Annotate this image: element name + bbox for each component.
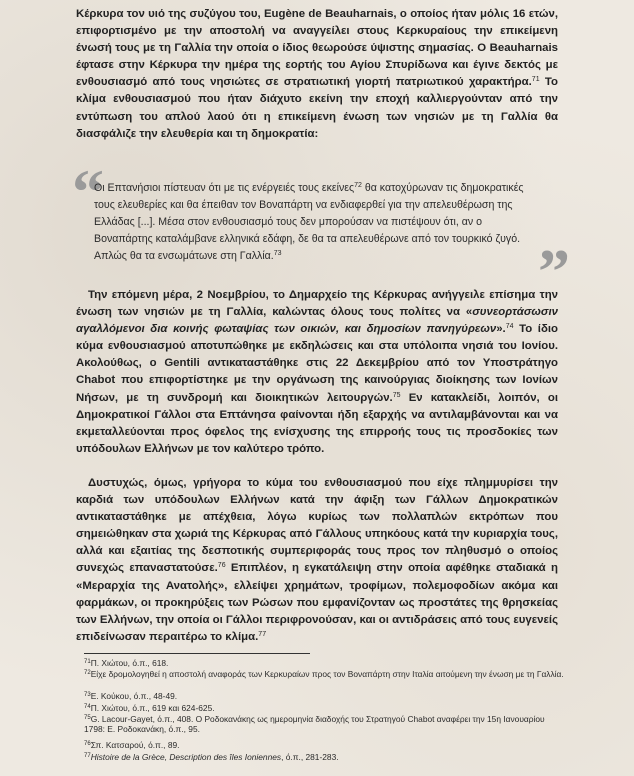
open-quote-icon: “ bbox=[72, 156, 104, 227]
footnote-text: Π. Χιώτου, ό.π., 618. bbox=[90, 658, 169, 668]
quote-text-1: Οι Επτανήσιοι πίστευαν ότι με τις ενέργειές τους εκείνες bbox=[94, 182, 355, 194]
footnote-ref-73[interactable]: 73 bbox=[273, 250, 282, 257]
footnote-ref-77[interactable]: 77 bbox=[258, 630, 267, 638]
close-quote-icon: ” bbox=[538, 236, 570, 307]
para2-text1: Την επόμενη μέρα, 2 Νοεμβρίου, το Δημαρχείο της Κέρκυρας ανήγγειλε επίσημα την ένωση των νησιών με τη Γαλλία, καλώντας όλους τους πολίτες να « bbox=[76, 289, 558, 319]
footnote-text: G. Lacour-Gayet, ό.π., 408. Ο Ροδοκανάκης ως ημερομηνία διαδοχής του Στρατηγού Chabot αναφέρει την 15η Ιανουαρίου 1798: Ε. Ροδοκανάκη, ό.π., 95. bbox=[84, 714, 545, 735]
footnote-75 bbox=[84, 713, 564, 735]
footnote-71 bbox=[84, 657, 564, 668]
quote-text-2: θα κατοχύρωναν τις δημοκρατικές τους ελευθερίες και θα έπειθαν τον Βοναπάρτη να ενδιαφερθεί για την απελευθέρωση της Ελλάδας [...]. Μέσα στον ενθουσιασμό τους δεν μπορούσαν να πιστέψουν ότι, αν ο Βοναπάρτης καταλάμβανε ελληνικά εδάφη, δε θα τα απελευθέρωνε από τον τουρκικό ζυγό. Απλώς θα τα ενσωμάτωνε στη Γαλλία. bbox=[94, 182, 524, 262]
footnote-number: 76 bbox=[84, 741, 91, 747]
paragraph-1 bbox=[76, 6, 558, 143]
footnote-text: Π. Χιώτου, ό.π., 619 και 624-625. bbox=[90, 703, 215, 713]
footnote-76 bbox=[84, 739, 564, 750]
footnote-number: 77 bbox=[84, 753, 91, 759]
para3-text2: Επιπλέον, η εγκατάλειψη στην οποία αφέθηκε σταδιακά η «Μεραρχία της Ανατολής», ελλείψει χρημάτων, τροφίμων, πολεμοφοδίων ακόμα και φαρμάκων, οι προκηρύξεις των Ρώσων που εμφανίζονταν ως προστάτες της θρησκείας των Ελλήνων, την οποία οι Γάλλοι περιφρονούσαν, και οι αντιδράσεις από τους ευγενείς επιδείνωσαν περαιτέρω το κλίμα. bbox=[76, 562, 558, 643]
footnote-77 bbox=[84, 751, 564, 762]
footnote-text: Ε. Κούκου, ό.π., 48-49. bbox=[90, 691, 178, 701]
footnote-number: 71 bbox=[84, 659, 91, 665]
para3-text1: Δυστυχώς, όμως, γρήγορα το κύμα του ενθουσιασμού που είχε πλημμυρίσει την καρδιά των υπόδουλων Ελλήνων κατά την άφιξη των Γάλλων Δημοκρατικών αντικαταστάθηκε με απέχθεια, λόγω κυρίως των πολλαπλών εκτρόπων που σημειώθηκαν στα χωριά της Κέρκυρας από Γάλλους υπηκόους κατά την κυριαρχία τους, αλλά και εξαιτίας της δεσποτικής συμπεριφοράς τους προς τον πληθυσμό ο οποίος συνεχώς επαναστατούσε. bbox=[76, 477, 558, 575]
footnote-ref-76[interactable]: 76 bbox=[217, 562, 226, 570]
para1-text2: Το κλίμα ενθουσιασμού που ήταν διάχυτο εκείνη την εποχή καλλιεργούνταν από την εντύπωση του απλού λαού ότι η επικείμενη ένωση των νησιών με τη Γαλλία θα διασφάλιζε την ελευθερία και τη δημοκρατία: bbox=[76, 76, 558, 140]
para1-text: Κέρκυρα τον υιό της συζύγου του, Eugène de Beauharnais, ο οποίος ήταν μόλις 16 ετών, επιφορτισμένο με την αποστολή να αναγγείλει στους Κερκυραίους την επικείμενη ένωσή τους με τη Γαλλία την οποία ο ίδιος θεωρούσε ύψιστης σημασίας. Ο Beauharnais έφτασε στην Κέρκυρα την ημέρα της εορτής του Αγίου Σπυρίδωνα και έγινε δεκτός με ενθουσιασμό από τους νησιώτες σε στρατιωτική γιορτή πατριωτικού χαρακτήρα. bbox=[76, 8, 558, 89]
footnote-ref-71[interactable]: 71 bbox=[531, 76, 540, 84]
footnote-73 bbox=[84, 690, 564, 701]
para2-italic: συνεορτάσωσιν αγαλλόμενοι δια κοινής φωταψίας των οικιών, και δημοσίων πανηγύρεων bbox=[76, 306, 558, 336]
footnote-divider bbox=[84, 653, 310, 654]
footnote-number: 72 bbox=[84, 670, 91, 676]
footnote-ref-72[interactable]: 72 bbox=[354, 182, 362, 189]
footnote-number: 75 bbox=[84, 715, 91, 721]
paragraph-2 bbox=[76, 287, 558, 458]
para2-text4: Εν κατακλείδι, λοιπόν, οι Δημοκρατικοί Γάλλοι στα Επτάνησα φαίνονται ήδη εξαρχής να αντιλαμβάνονται και να εκμεταλλεύονται προς όφελος της ενίσχυσης της επιρροής τους τις προσδοκίες των υπόδουλων Ελλήνων με τον καλύτερο τρόπο. bbox=[76, 391, 559, 455]
footnote-number: 73 bbox=[84, 692, 91, 698]
para2-text2: ». bbox=[496, 323, 506, 336]
footnote-text: Σπ. Κατσαρού, ό.π., 89. bbox=[90, 740, 180, 750]
footnote-74 bbox=[84, 702, 564, 713]
footnote-ref-75[interactable]: 75 bbox=[392, 391, 401, 399]
footnote-italic-title: Histoire de la Grèce, Description des îles Ioniennes bbox=[90, 752, 282, 762]
footnote-ref-74[interactable]: 74 bbox=[505, 323, 514, 331]
footnote-text: Είχε δρομολογηθεί η αποστολή αναφοράς των Κερκυραίων προς τον Βοναπάρτη στην Ιταλία αιτούμενη την ένωση με τη Γαλλία. bbox=[90, 669, 564, 679]
quote-text bbox=[94, 180, 538, 265]
para2-text3: Το ίδιο κύμα ενθουσιασμού αποτυπώθηκε με εκδηλώσεις και στα υπόλοιπα νησιά του Ιονίου. Ακολούθως, ο Gentili αντικαταστάθηκε στις 22 Δεκεμβρίου από τον Υποστράτηγο Chabot που επιφορτίστηκε με την οργάνωση της καινούργιας διοίκησης των Ιονίων Νήσων, με τη συνδρομή και διοικητικών λειτουργών. bbox=[76, 323, 558, 404]
footnote-number: 74 bbox=[84, 704, 91, 710]
paragraph-3 bbox=[76, 475, 558, 646]
footnote-text: , ό.π., 281-283. bbox=[281, 752, 339, 762]
footnote-72 bbox=[84, 668, 564, 679]
